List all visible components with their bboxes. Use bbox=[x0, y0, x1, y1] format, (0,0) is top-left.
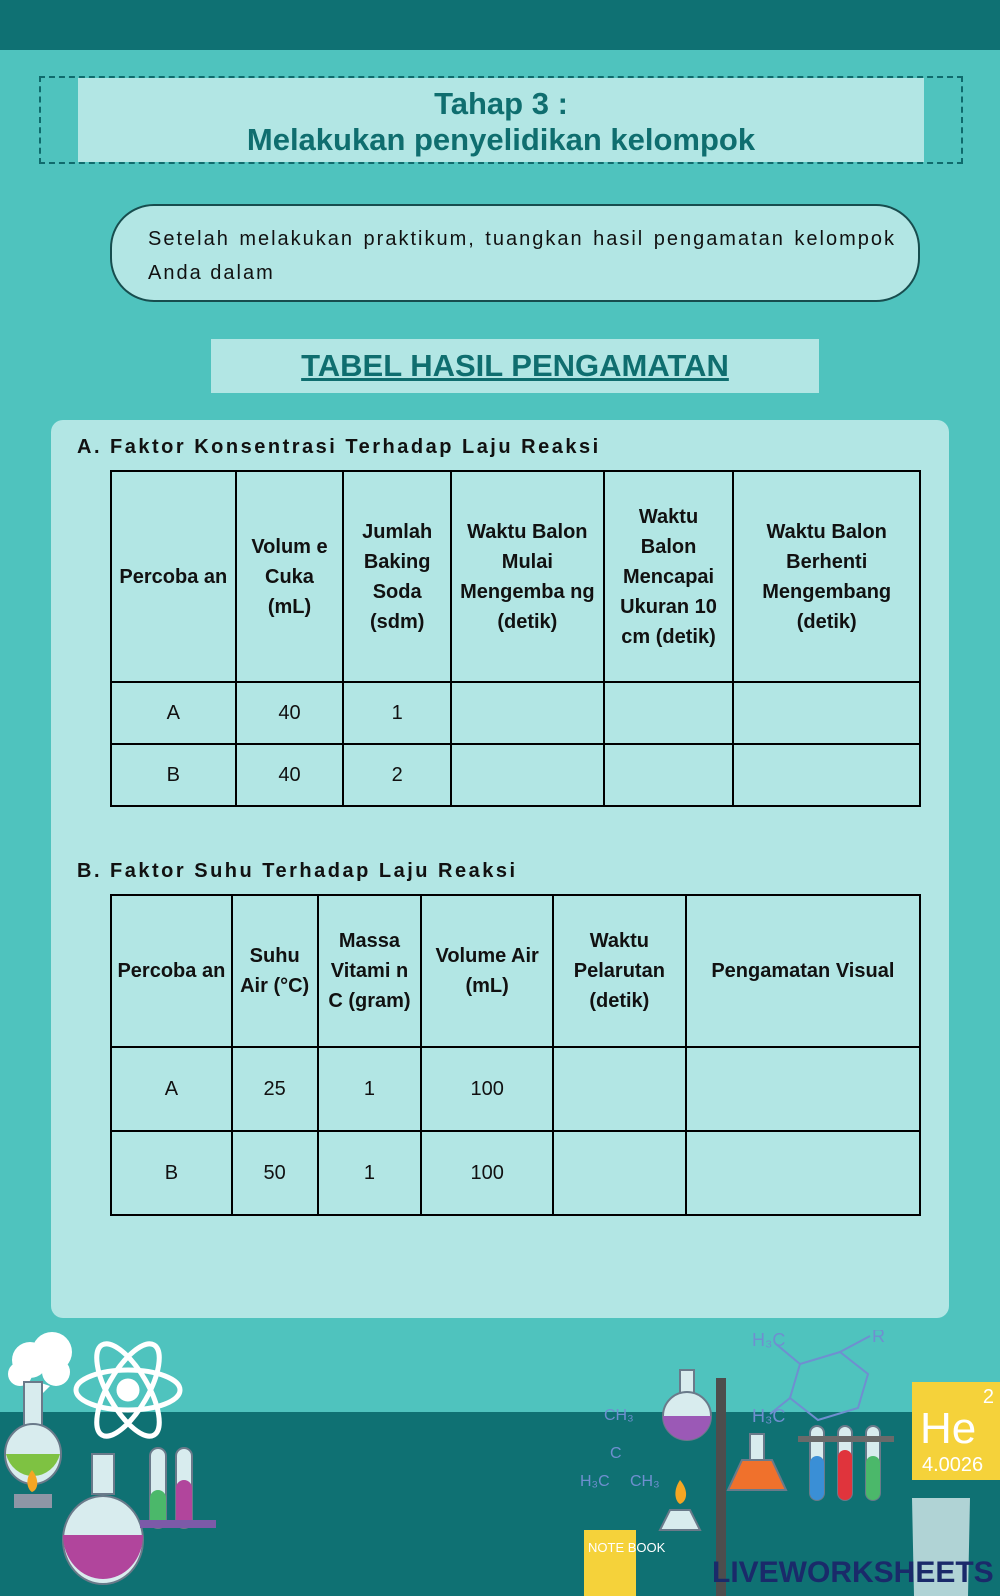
table-cell: 40 bbox=[236, 682, 344, 744]
table-row bbox=[111, 682, 920, 744]
table-header-row bbox=[111, 471, 920, 682]
answer-cell[interactable] bbox=[451, 744, 604, 806]
notebook-label-text: NOTE BOOK bbox=[588, 1540, 666, 1555]
table-row bbox=[111, 744, 920, 806]
formula-label: CH₃ bbox=[630, 1473, 660, 1490]
header-cell: Waktu Pelarutan (detik) bbox=[553, 895, 686, 1047]
burner-icon bbox=[660, 1480, 700, 1530]
purple-flask-icon bbox=[63, 1454, 143, 1584]
title-line-2: Melakukan penyelidikan kelompok bbox=[246, 122, 756, 157]
table-row bbox=[111, 1047, 920, 1131]
table-cell: 1 bbox=[343, 682, 451, 744]
header-cell: Waktu Balon Mulai Mengemba ng (detik) bbox=[451, 471, 604, 682]
table-cell: 40 bbox=[236, 744, 344, 806]
table-cell: B bbox=[111, 744, 236, 806]
element-number: 2 bbox=[982, 1386, 994, 1408]
table-cell: B bbox=[111, 1131, 232, 1215]
table-suhu bbox=[110, 894, 921, 1216]
test-tubes-icon bbox=[140, 1448, 216, 1528]
table-cell: 1 bbox=[318, 1047, 422, 1131]
table-header-row bbox=[111, 895, 920, 1047]
header-cell: Waktu Balon Berhenti Mengembang (detik) bbox=[733, 471, 920, 682]
table-cell: 2 bbox=[343, 744, 451, 806]
header-cell: Waktu Balon Mencapai Ukuran 10 cm (detik) bbox=[604, 471, 734, 682]
element-mass: 4.0026 bbox=[922, 1454, 984, 1476]
answer-cell[interactable] bbox=[733, 744, 920, 806]
table-cell: 1 bbox=[318, 1131, 422, 1215]
header-cell: Volum e Cuka (mL) bbox=[236, 471, 344, 682]
answer-cell[interactable] bbox=[686, 1047, 920, 1131]
table-cell: 100 bbox=[421, 1131, 553, 1215]
formula-label: H₃C bbox=[580, 1473, 610, 1490]
round-flask-icon bbox=[663, 1370, 711, 1440]
page-title bbox=[78, 78, 924, 162]
header-cell: Pengamatan Visual bbox=[686, 895, 920, 1047]
section-b-title: B. Faktor Suhu Terhadap Laju Reaksi bbox=[77, 860, 518, 882]
table-cell: 25 bbox=[232, 1047, 318, 1131]
answer-cell[interactable] bbox=[733, 682, 920, 744]
table-heading: TABEL HASIL PENGAMATAN bbox=[211, 339, 819, 393]
tube-rack-icon bbox=[798, 1426, 894, 1500]
element-tile bbox=[912, 1382, 1000, 1480]
header-cell: Jumlah Baking Soda (sdm) bbox=[343, 471, 451, 682]
formula-label: H₃C bbox=[752, 1330, 786, 1350]
header-cell: Massa Vitami n C (gram) bbox=[318, 895, 422, 1047]
table-cell: 50 bbox=[232, 1131, 318, 1215]
green-flask-icon bbox=[5, 1382, 61, 1508]
orange-flask-icon bbox=[728, 1434, 786, 1490]
table-konsentrasi bbox=[110, 470, 921, 807]
formula-label: C bbox=[610, 1445, 622, 1462]
atom-icon bbox=[76, 1335, 180, 1445]
instruction-box: Setelah melakukan praktikum, tuangkan hasil pengamatan kelompok Anda dalam bbox=[110, 204, 920, 302]
table-cell: A bbox=[111, 1047, 232, 1131]
table-row bbox=[111, 1131, 920, 1215]
table-cell: A bbox=[111, 682, 236, 744]
header-cell: Suhu Air (°C) bbox=[232, 895, 318, 1047]
formula-label: R bbox=[872, 1330, 885, 1346]
element-symbol: He bbox=[920, 1404, 977, 1453]
answer-cell[interactable] bbox=[604, 744, 734, 806]
table-cell: 100 bbox=[421, 1047, 553, 1131]
header-cell: Percoba an bbox=[111, 895, 232, 1047]
answer-cell[interactable] bbox=[553, 1131, 686, 1215]
header-cell: Percoba an bbox=[111, 471, 236, 682]
section-a-title: A. Faktor Konsentrasi Terhadap Laju Reaksi bbox=[77, 436, 601, 458]
formula-label: CH₃ bbox=[604, 1407, 634, 1424]
answer-cell[interactable] bbox=[553, 1047, 686, 1131]
watermark: LIVEWORKSHEETS bbox=[712, 1556, 994, 1589]
answer-cell[interactable] bbox=[451, 682, 604, 744]
formula-label: H₃C bbox=[752, 1406, 786, 1426]
answer-cell[interactable] bbox=[604, 682, 734, 744]
answer-cell[interactable] bbox=[686, 1131, 920, 1215]
title-line-1: Tahap 3 : bbox=[434, 86, 568, 121]
top-bar bbox=[0, 0, 1000, 50]
notebook-label bbox=[588, 1540, 666, 1555]
header-cell: Volume Air (mL) bbox=[421, 895, 553, 1047]
